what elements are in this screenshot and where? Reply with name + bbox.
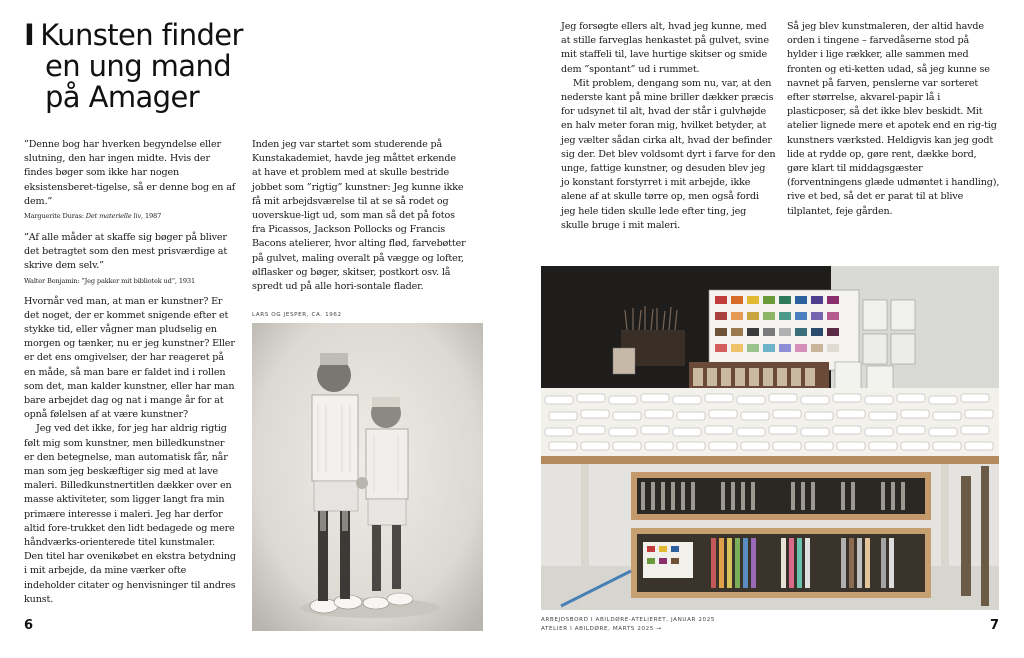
body-paragraph-2: Jeg ved det ikke, for jeg har aldrig rigtig følt mig som kunstner, men billedkunstner er den betegnelse, man automatisk får, når man som jeg beskæftiger sig med at lave maleri. Billedkunstnertitlen dækker over en masse aktiviteter, som ligger langt fra min primære interesse i maleri. Jeg har derfor altid fore-trukket den lidt bedagede og mere håndværks-orienterede titel kunstmaler. Den titel har ovenikøbet en ekstra betydning i mit arbejde, da mine værker ofte indeholder citater og henvisninger til andres kunst. xyxy=(24,423,236,605)
chapter-number: I xyxy=(24,18,35,52)
photo-1-caption: LARS OG JESPER, CA. 1962 xyxy=(252,312,342,318)
studio-table-photo xyxy=(541,266,999,610)
chapter-title-line-1: Kunsten finder xyxy=(40,18,243,52)
chapter-title-line-3: på Amager xyxy=(45,80,200,114)
epigraph-1-year: , 1987 xyxy=(141,212,162,221)
body-paragraph-6: Så jeg blev kunstmaleren, der altid havde orden i tingene – farvedåserne stod på hylder i lige rækker, alle sammen med fronten og eti-ketten udad, så jeg kunne se navnet på farven, penslerne var sorteret efter størrelse, akvarel-papir lå i plasticposer, så det ikke blev beskidt. Mit atelier lignede mere et apotek end en rig-tig kunstners værksted. Heldigvis kan jeg godt lide at rydde op, gøre rent, dække bord, gøre klart til middagsgæster (forventningens glæde udmøntet i handling), rive et bed, så det er parat til at blive tilplantet, feje gården. xyxy=(787,21,1000,217)
epigraph-2 xyxy=(24,231,236,286)
epigraph-2-year: , 1931 xyxy=(174,276,195,285)
page-number-left: 6 xyxy=(24,618,34,633)
epigraph-2-text: ”Af alle måder at skaffe sig bøger på bliver det betragtet som den mest prisværdige at skrive dem selv.” xyxy=(24,232,228,272)
page-number-right: 7 xyxy=(990,618,1000,633)
epigraph-1-source xyxy=(24,211,236,221)
epigraph-2-source xyxy=(24,276,236,286)
chapter-heading xyxy=(24,20,274,113)
studio-table-illustration xyxy=(541,266,999,610)
epigraph-1 xyxy=(24,138,236,221)
chapter-title-line-2: en ung mand xyxy=(45,49,232,83)
text-column-1 xyxy=(24,138,236,607)
text-column-4 xyxy=(787,20,1000,219)
text-column-3 xyxy=(561,20,776,233)
photo-2-caption-1: ARBEJDSBORD I ABILDØRE-ATELIERET, JANUAR 2025 xyxy=(541,617,716,623)
epigraph-1-text: ”Denne bog har hverken begyndelse eller slutning, den har ingen midte. Hvis der findes bøger som ikke har nogen eksistensberet-tigelse, så er denne bog en af dem.” xyxy=(24,139,236,207)
vintage-photo-boys xyxy=(252,323,483,631)
epigraph-1-author: Marguerite Duras: xyxy=(24,212,84,221)
epigraph-1-work: Det materielle liv xyxy=(85,212,142,221)
text-column-2 xyxy=(252,138,468,294)
body-paragraph-3: Inden jeg var startet som studerende på Kunstakademiet, havde jeg måttet erkende at have et problem med at skulle bestride jobbet som ”rigtig” kunstner: Jeg kunne ikke få mit arbejdsværelse til at se så rodet og uoverskue-ligt ud, som man så det på fotos fra Picassos, Jackson Pollocks og Francis Bacons atelierer, hvor alting flød, farvebøtter på gulvet, maling overalt på vægge og lofter, ølflasker og bøger, skitser, postkort osv. lå spredt ud på alle hori-sontale flader. xyxy=(252,139,466,293)
body-paragraph-5: Mit problem, dengang som nu, var, at den nederste kant på mine briller dækker præcis for udsynet til alt, hvad der står i gulvhøjde en halv meter foran mig, hvilket betyder, at jeg vælter sådan cirka alt, hvad der befinder sig der. Det blev voldsomt dyrt i farve for den unge, fattige kunstner, og desuden blev jeg jo konstant forstyrret i mit arbejde, ikke alene af at skulle tørre op, men også fordi jeg hele tiden skulle lede efter ting, jeg skulle bruge i mit maleri. xyxy=(561,77,776,231)
photo-2-caption-2: ATELIER I ABILDØRE, MARTS 2025 → xyxy=(541,626,662,632)
epigraph-2-author: Walter Benjamin: xyxy=(24,276,80,285)
epigraph-2-work: ”Jeg pakker mit bibliotek ud” xyxy=(81,276,175,285)
body-paragraph-1: Hvornår ved man, at man er kunstner? Er det noget, der er kommet snigende efter et stykke tid, eller vågner man pludselig en morgen og tænker, nu er jeg kunstner? Eller er det ens omgivelser, der har reageret på en måde, så man bare er faldet ind i rollen som det, man kalder kunstner, eller har man bare arbejdet dag og nat i mange år for at opnå følelsen af at være kunstner? xyxy=(24,295,235,421)
body-paragraph-4: Jeg forsøgte ellers alt, hvad jeg kunne, med at stille farveglas henkastet på gulvet, svine mit staffeli til, lave hurtige skitser og smide dem ”spontant” ud i rummet. xyxy=(561,21,769,75)
vintage-photo-illustration xyxy=(252,323,483,631)
